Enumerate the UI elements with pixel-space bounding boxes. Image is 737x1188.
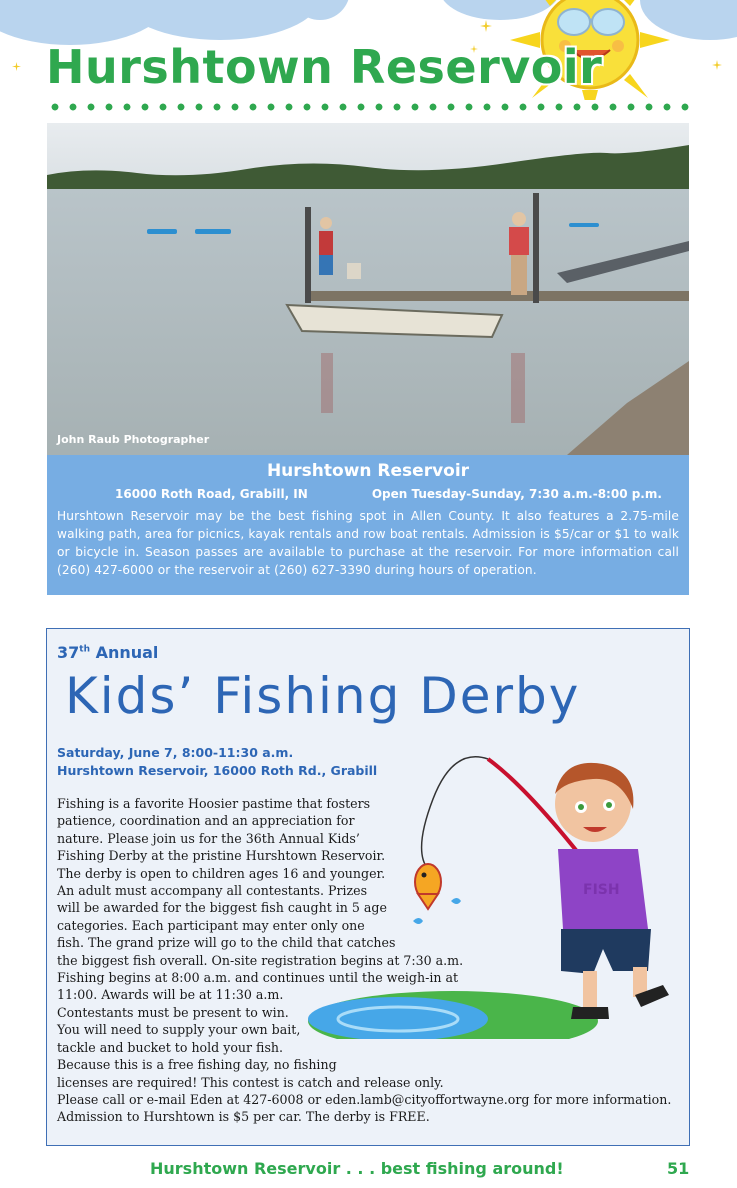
derby-body-line: licenses are required! This contest is catch and release only. [57,1074,444,1090]
derby-body-line: Contestants must be present to win. [57,1004,289,1020]
sparkle-icon [12,62,21,71]
info-address: 16000 Roth Road, Grabill, IN [115,487,308,501]
derby-body-line: An adult must accompany all contestants. Prizes [57,883,368,899]
derby-body-line: patience, coordination and an appreciation for [57,813,355,829]
derby-body-line: You will need to supply your own bait, [57,1022,301,1038]
derby-body-line: fish. The grand prize will go to the child that catches [57,935,396,951]
info-details-row [57,487,679,501]
dock [307,291,689,301]
derby-body-line: categories. Each participant may enter only one [57,917,365,933]
footer-tagline: Hurshtown Reservoir . . . best fishing around! [150,1159,564,1178]
derby-body-line: 11:00. Awards will be at 11:30 a.m. [57,987,284,1003]
derby-body-line: nature. Please join us for the 36th Annual Kids’ [57,830,360,846]
info-heading: Hurshtown Reservoir [266,461,470,481]
annual-number: 37 [57,643,80,662]
derby-body-line: Because this is a free fishing day, no fishing [57,1057,337,1073]
cloud-left-2 [120,0,320,40]
annual-label [57,643,158,662]
kayak [195,229,231,234]
kayak [147,229,177,234]
page-title: Hurshtown Reservoir [46,40,603,94]
derby-body-line: Fishing is a favorite Hoosier pastime that fosters [57,796,371,811]
annual-suffix: th [79,644,90,655]
reservoir-info-box [47,455,689,595]
derby-body-line: Please call or e-mail Eden at 427-6008 or eden.lamb@cityoffortwayne.org for more information. [57,1091,672,1107]
derby-location: Hurshtown Reservoir, 16000 Roth Rd., Grabill [57,763,378,778]
dotted-divider [46,103,696,111]
reservoir-photo [47,123,689,455]
derby-body-line: Admission to Hurshtown is $5 per car. The derby is FREE. [57,1109,430,1125]
derby-body-line: The derby is open to children ages 16 and younger. [57,865,386,881]
sparkle-icon [480,20,492,32]
derby-description [57,795,671,1126]
derby-date: Saturday, June 7, 8:00-11:30 a.m. [57,745,294,760]
page-number: 51 [667,1159,690,1178]
derby-body-line: Fishing Derby at the pristine Hurshtown Reservoir. [57,848,386,864]
photo-credit: John Raub Photographer [57,433,210,446]
info-description: Hurshtown Reservoir may be the best fishing spot in Allen County. It also features a 2.75-mile walking path, area for picnics, kayak rentals and row boat rentals. Admission is $5/car or $1 to walk or bicycle in. Season passes are available to purchase at the reservoir. For more information call (260) 427-6000 or the reservoir at (260) 627-3390 during hours of operation. [57,509,679,577]
annual-word: Annual [95,643,159,662]
sparkle-icon [712,60,722,70]
kayak [569,223,599,227]
derby-body-line: the biggest fish overall. On-site registration begins at 7:30 a.m. [57,952,464,968]
derby-body-line: Fishing begins at 8:00 a.m. and continues until the weigh-in at [57,970,459,986]
fishing-derby-box [46,628,690,1146]
derby-body-line: will be awarded for the biggest fish caught in 5 age [57,900,387,916]
shirt-text: FISH [583,882,620,898]
info-hours: Open Tuesday-Sunday, 7:30 a.m.-8:00 p.m. [371,487,662,501]
derby-body-line: tackle and bucket to hold your fish. [57,1039,284,1055]
derby-title: Kids’ Fishing Derby [65,667,581,725]
